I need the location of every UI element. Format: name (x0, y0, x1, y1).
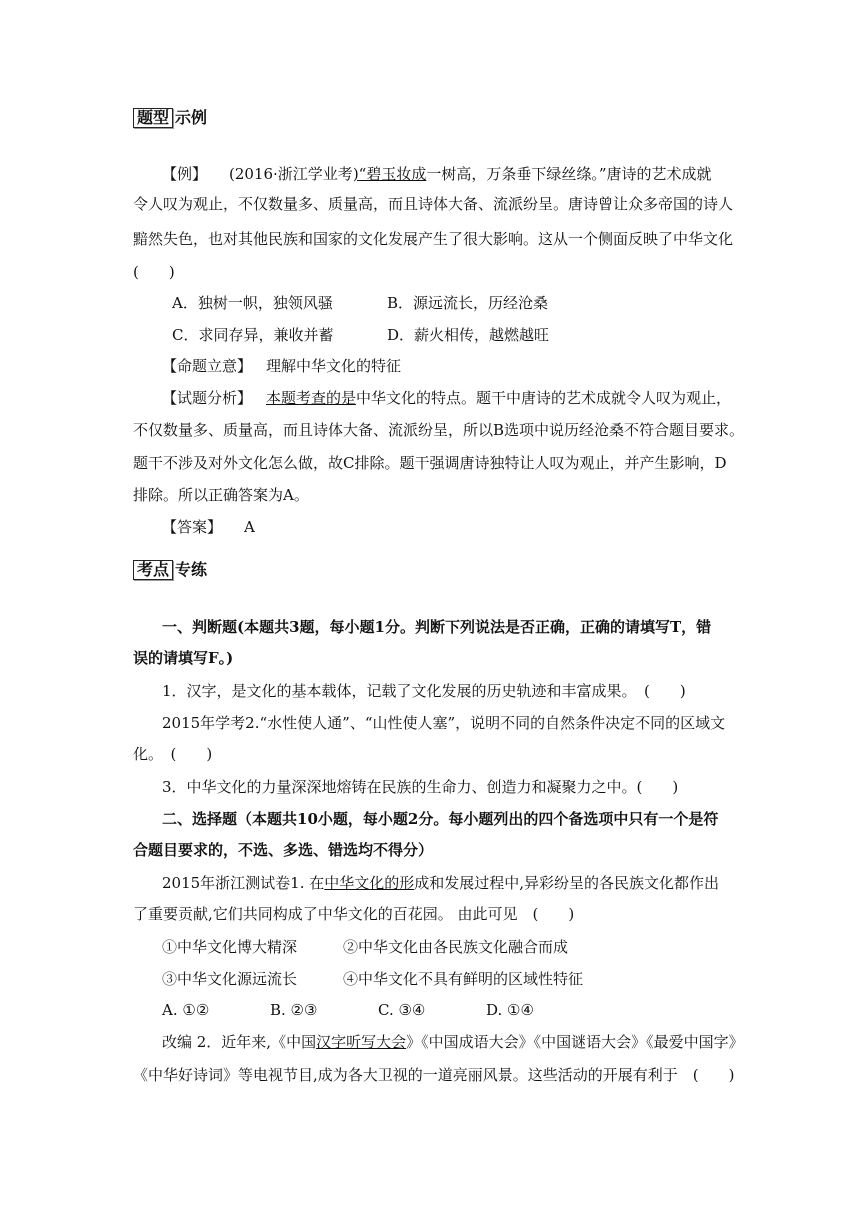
part2-question-1-line-2: 了重要贡献,它们共同构成了中华文化的百花园。 由此可见 ( ) (133, 905, 575, 923)
analysis-line-1-rest: 中华文化的特点。题干中唐诗的艺术成就令人叹为观止， (356, 389, 732, 407)
example-option-c: C．求同存异，兼收并蓄 (172, 326, 334, 344)
example-line-3: 黯然失色，也对其他民族和国家的文化发展产生了很大影响。这从一个侧面反映了中华文化 (133, 230, 734, 248)
example-source: (2016·浙江学业考 (229, 165, 353, 183)
part2-item-3: ③中华文化源远流长 (162, 970, 298, 988)
part2-choice-c: C. ③④ (378, 1001, 426, 1019)
part1-question-2-line-2: 化。 ( ) (133, 745, 213, 763)
section-box-label: 考点 (133, 560, 173, 580)
part2-q2-underlined: 汉字听写大会 (316, 1033, 407, 1051)
part2-item-2: ②中华文化由各民族文化融合而成 (343, 938, 569, 956)
part2-choice-b: B. ②③ (270, 1001, 318, 1019)
example-line-1 (162, 164, 712, 184)
section-heading-example (133, 108, 207, 128)
part2-q2-rest: 》《中国成语大会》《中国谜语大会》《最爱中国字》 (406, 1033, 744, 1051)
example-option-d: D．薪火相传，越燃越旺 (387, 326, 550, 344)
analysis-tag: 【试题分析】 (162, 389, 253, 407)
intent-text: 理解中华文化的特征 (266, 357, 402, 375)
part2-heading-line-2: 合题目要求的，不选、多选、错选均不得分） (133, 841, 434, 859)
example-quote: “碧玉妆成 (358, 165, 427, 183)
part1-heading-line-2: 误的请填写F。) (133, 649, 234, 667)
part2-q1-underlined: 中华文化的形 (324, 874, 415, 892)
answer-tag: 【答案】 (162, 518, 223, 536)
part2-question-2-line-2: 《中华好诗词》等电视节目,成为各大卫视的一道亮丽风景。这些活动的开展有利于 ( ) (133, 1066, 735, 1084)
part2-q2-prefix: 改编 2．近年来,《中国 (162, 1033, 317, 1051)
part2-q1-prefix: 2015年浙江测试卷1. 在 (162, 874, 325, 892)
section-heading-practice (133, 560, 207, 580)
analysis-line-3: 题干不涉及对外文化怎么做，故C排除。题干强调唐诗独特让人叹为观止，并产生影响，D (133, 454, 727, 472)
example-option-b: B．源远流长，历经沧桑 (387, 294, 549, 312)
part2-choice-a: A. ①② (162, 1001, 210, 1019)
analysis-line-1 (162, 388, 731, 408)
part1-question-1: 1．汉字，是文化的基本载体，记载了文化发展的历史轨迹和丰富成果。 ( ) (162, 682, 686, 700)
analysis-underlined: 本题考查的是 (266, 389, 357, 407)
analysis-line-2: 不仅数量多、质量高，而且诗体大备、流派纷呈，所以B选项中说历经沧桑不符合题目要求。 (133, 421, 745, 439)
part2-item-4: ④中华文化不具有鲜明的区域性特征 (343, 970, 584, 988)
example-line-4: ( ) (133, 263, 175, 281)
example-line-1-rest: 一树高，万条垂下绿丝绦。”唐诗的艺术成就 (426, 165, 712, 183)
answer-line (162, 517, 255, 537)
part2-q1-rest: 成和发展过程中,异彩纷呈的各民族文化都作出 (414, 874, 720, 892)
part1-heading-line-1: 一、判断题(本题共3题，每小题1分。判断下列说法是否正确，正确的请填写T，错 (162, 618, 712, 636)
example-source-paren: ) (352, 165, 359, 183)
intent-tag: 【命题立意】 (162, 357, 253, 375)
part2-heading-line-1: 二、选择题（本题共10小题，每小题2分。每小题列出的四个备选项中只有一个是符 (162, 810, 719, 828)
section-title: 专练 (175, 560, 208, 579)
part2-question-2-line-1 (162, 1032, 744, 1052)
intent-line (162, 356, 401, 376)
section-box-label: 题型 (133, 108, 173, 128)
example-tag: 【例】 (162, 165, 208, 183)
section-title: 示例 (175, 108, 208, 127)
part2-choice-d: D. ①④ (486, 1001, 534, 1019)
part1-question-2-line-1: 2015年学考2.“水性使人通”、“山性使人塞”，说明不同的自然条件决定不同的区域文 (162, 714, 726, 732)
example-option-a: A．独树一帜，独领风骚 (172, 294, 333, 312)
part2-item-1: ①中华文化博大精深 (162, 938, 298, 956)
example-line-2: 令人叹为观止，不仅数量多、质量高，而且诗体大备、流派纷呈。唐诗曾让众多帝国的诗人 (133, 195, 734, 213)
part2-question-1-line-1 (162, 873, 719, 893)
answer-value: A (244, 518, 255, 536)
part1-question-3: 3．中华文化的力量深深地熔铸在民族的生命力、创造力和凝聚力之中。( ) (162, 778, 679, 796)
analysis-line-4: 排除。所以正确答案为A。 (133, 486, 309, 504)
